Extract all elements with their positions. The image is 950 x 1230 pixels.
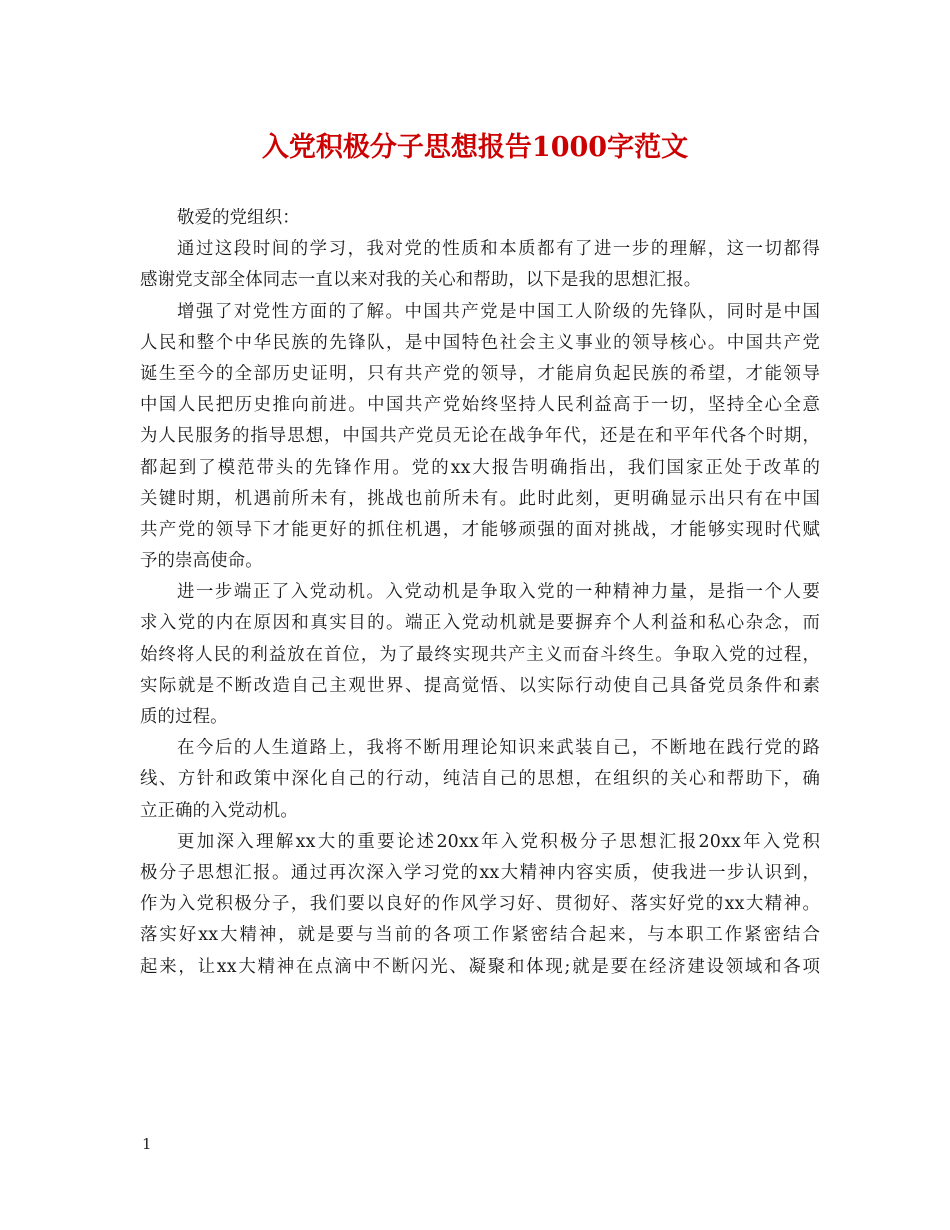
page-number: 1 xyxy=(142,1135,152,1153)
paragraph-line: 在今后的人生道路上，我将不断用理论知识来武装自己，不断地在践行党的路 xyxy=(177,738,820,759)
paragraph-line: 极分子思想汇报。通过再次深入学习党的xx大精神内容实质，使我进一步认识到， xyxy=(140,862,820,883)
paragraph-line: 进一步端正了入党动机。入党动机是争取入党的一种精神力量，是指一个人要 xyxy=(177,582,820,603)
document-title: 入党积极分子思想报告1000字范文 xyxy=(261,132,689,163)
paragraph-line: 作为入党积极分子，我们要以良好的作风学习好、贯彻好、落实好党的xx大精神。 xyxy=(140,894,820,915)
paragraph-line: 始终将人民的利益放在首位，为了最终实现共产主义而奋斗终生。争取入党的过程， xyxy=(140,644,820,665)
paragraph-line: 求入党的内在原因和真实目的。端正入党动机就是要摒弃个人利益和私心杂念，而 xyxy=(140,613,820,634)
paragraph-line: 质的过程。 xyxy=(140,707,228,727)
paragraph-line: 共产党的领导下才能更好的抓住机遇，才能够顽强的面对挑战，才能够实现时代赋 xyxy=(140,519,820,540)
paragraph-line: 人民和整个中华民族的先锋队，是中国特色社会主义事业的领导核心。中国共产党 xyxy=(140,332,820,353)
paragraph-line: 为人民服务的指导思想，中国共产党员无论在战争年代，还是在和平年代各个时期， xyxy=(140,426,820,447)
paragraph-line: 实际就是不断改造自己主观世界、提高觉悟、以实际行动使自己具备党员条件和素 xyxy=(140,675,820,696)
paragraph-line: 诞生至今的全部历史证明，只有共产党的领导，才能肩负起民族的希望，才能领导 xyxy=(140,363,820,384)
paragraph-line: 感谢党支部全体同志一直以来对我的关心和帮助，以下是我的思想汇报。 xyxy=(140,270,702,291)
paragraph-line: 予的崇高使命。 xyxy=(140,551,263,572)
paragraph-line: 中国人民把历史推向前进。中国共产党始终坚持人民利益高于一切，坚持全心全意 xyxy=(140,395,820,416)
paragraph-line: 都起到了模范带头的先锋作用。党的xx大报告明确指出，我们国家正处于改革的 xyxy=(140,457,820,478)
salutation-line: 敬爱的党组织： xyxy=(177,208,300,228)
paragraph-line: 起来，让xx大精神在点滴中不断闪光、凝聚和体现;就是要在经济建设领域和各项 xyxy=(140,956,820,977)
paragraph-line: 通过这段时间的学习，我对党的性质和本质都有了进一步的理解，这一切都得 xyxy=(177,239,820,260)
paragraph-line: 增强了对党性方面的了解。中国共产党是中国工人阶级的先锋队，同时是中国 xyxy=(177,301,820,322)
paragraph-line: 关键时期，机遇前所未有，挑战也前所未有。此时此刻，更明确显示出只有在中国 xyxy=(140,488,820,509)
paragraph-line: 落实好xx大精神，就是要与当前的各项工作紧密结合起来，与本职工作紧密结合 xyxy=(140,925,820,946)
paragraph-line: 更加深入理解xx大的重要论述20xx年入党积极分子思想汇报20xx年入党积 xyxy=(177,831,820,852)
paragraph-line: 线、方针和政策中深化自己的行动，纯洁自己的思想，在组织的关心和帮助下，确 xyxy=(140,769,820,790)
document-body xyxy=(140,203,820,983)
paragraph-line: 立正确的入党动机。 xyxy=(140,800,298,821)
